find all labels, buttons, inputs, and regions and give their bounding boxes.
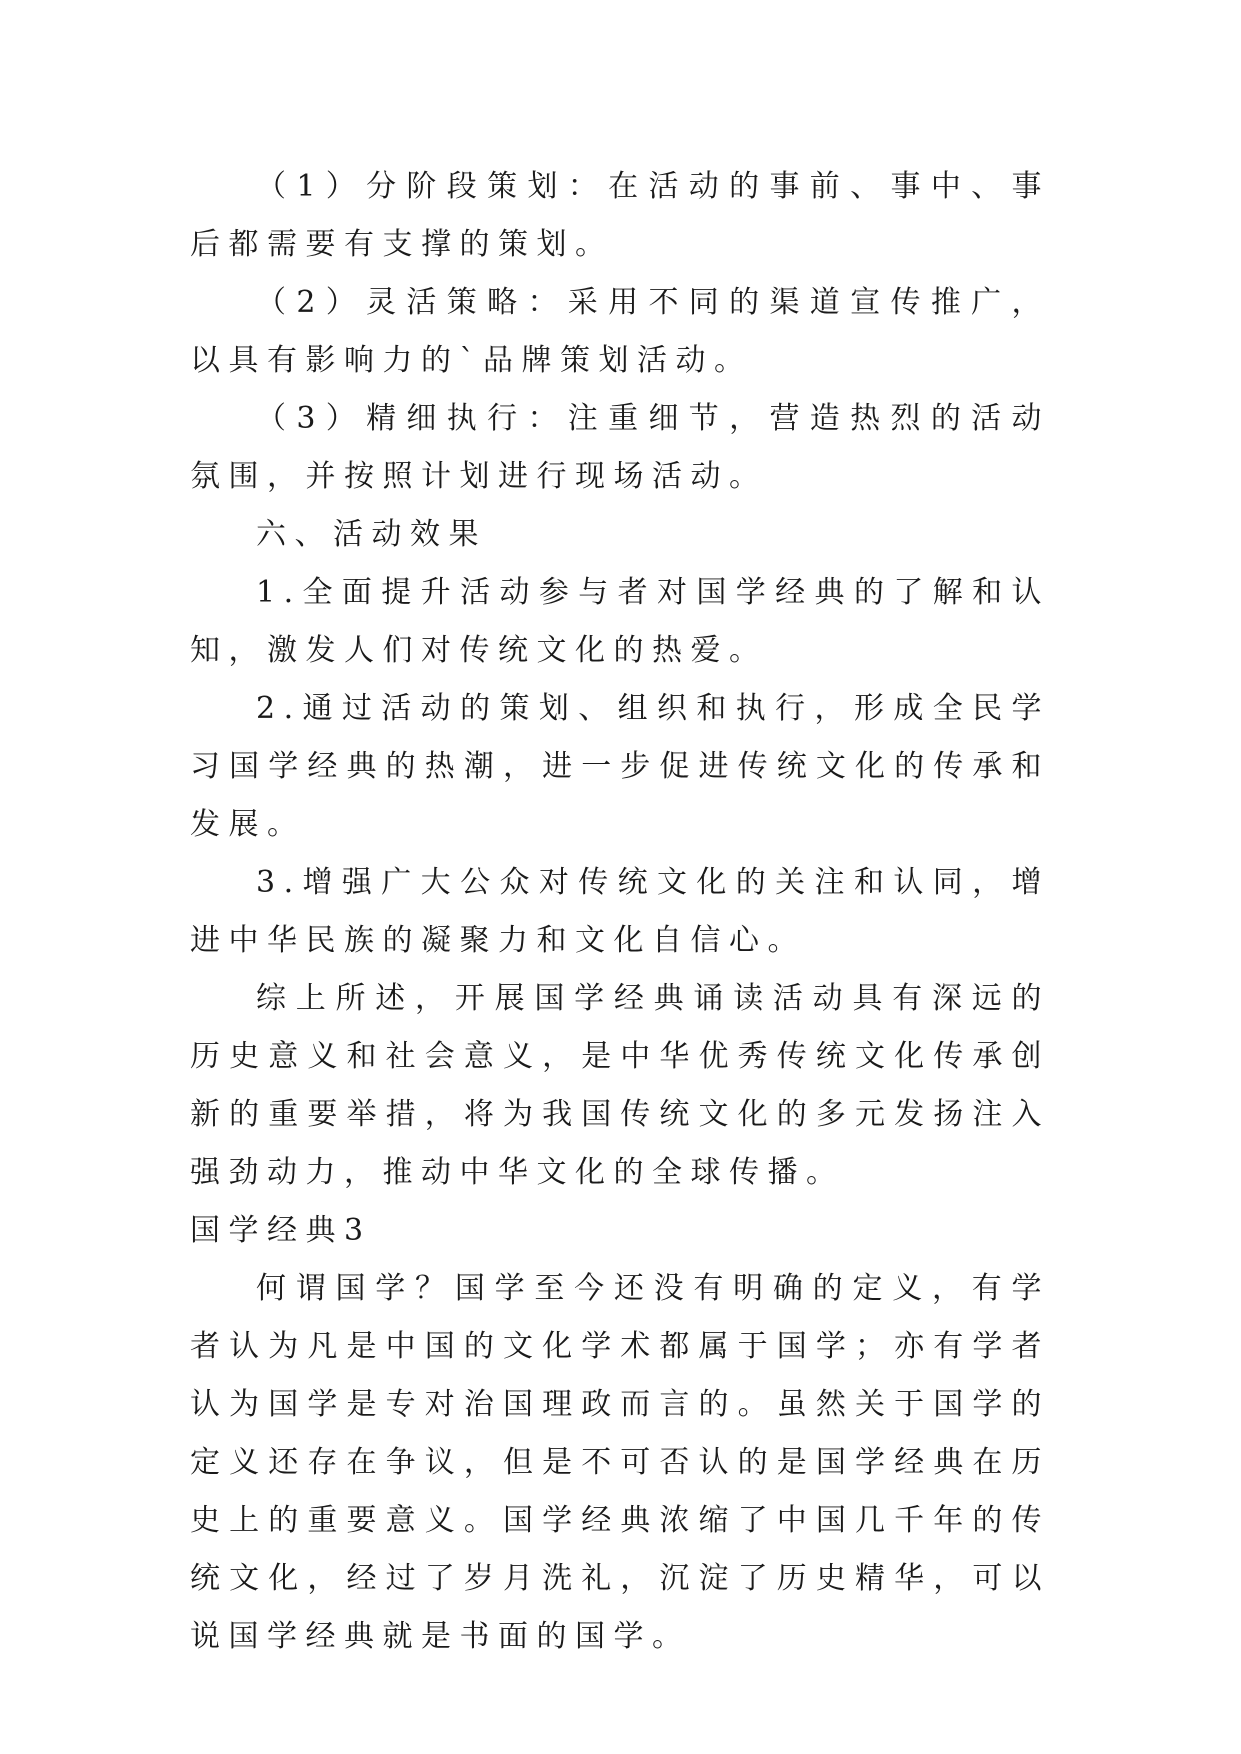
paragraph-summary: 综上所述，开展国学经典诵读活动具有深远的历史意义和社会意义，是中华优秀传统文化传承创新的重要举措，将为我国传统文化的多元发扬注入强劲动力，推动中华文化的全球传播。: [190, 981, 1050, 1190]
paragraph-phased-planning: （1）分阶段策划：在活动的事前、事中、事后都需要有支撑的策划。: [190, 169, 1050, 262]
paragraph-effect-1: 1.全面提升活动参与者对国学经典的了解和认知，激发人们对传统文化的热爱。: [190, 575, 1050, 668]
paragraph-flexible-strategy: （2）灵活策略：采用不同的渠道宣传推广，以具有影响力的`品牌策划活动。: [190, 285, 1050, 378]
section-heading-activity-effect: 六、活动效果: [256, 517, 487, 552]
paragraph-what-is-guoxue: 何谓国学？国学至今还没有明确的定义，有学者认为凡是中国的文化学术都属于国学；亦有学者认为国学是专对治国理政而言的。虽然关于国学的定义还存在争议，但是不可否认的是国学经典在历史上的重要意义。国学经典浓缩了中国几千年的传统文化，经过了岁月洗礼，沉淀了历史精华，可以说国学经典就是书面的国学。: [190, 1271, 1050, 1654]
paragraph-fine-execution: （3）精细执行：注重细节，营造热烈的活动氛围，并按照计划进行现场活动。: [190, 401, 1050, 494]
paragraph-effect-3: 3.增强广大公众对传统文化的关注和认同，增进中华民族的凝聚力和文化自信心。: [190, 865, 1050, 958]
paragraph-effect-2: 2.通过活动的策划、组织和执行，形成全民学习国学经典的热潮，进一步促进传统文化的传承和发展。: [190, 691, 1050, 842]
section-title: 国学经典3: [190, 1213, 372, 1248]
document-page: [190, 158, 1050, 1666]
